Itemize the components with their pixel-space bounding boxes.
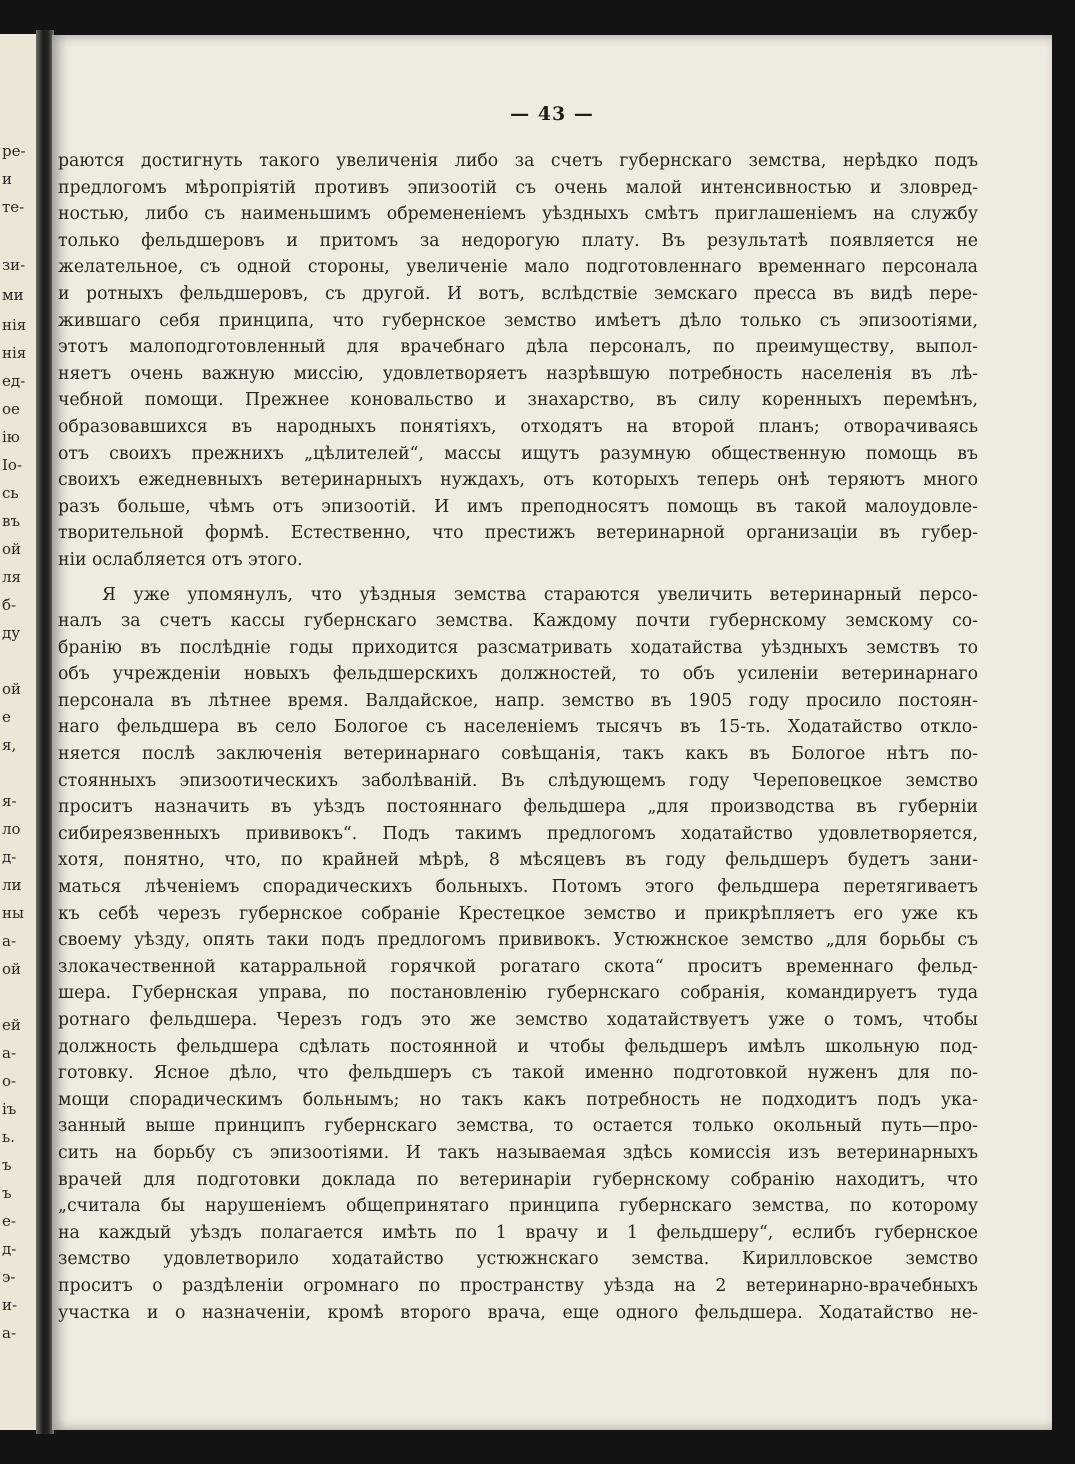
adjacent-page-fragment: ре- xyxy=(2,142,26,160)
adjacent-page-fragment: ей xyxy=(2,1016,21,1034)
text-line: предлогомъ мѣропріятій противъ эпизоотій съ очень малой интенсивностью и зловред- xyxy=(58,177,978,198)
adjacent-page-fragment: ны xyxy=(2,904,24,922)
text-line: чебной помощи. Прежнее коновальство и знахарство, въ силу коренныхъ перемѣнъ, xyxy=(58,390,978,411)
text-line: Я уже упомянулъ, что уѣздныя земства стараются увеличить ветеринарный персо- xyxy=(102,584,978,605)
adjacent-page-fragment: ъ xyxy=(2,1156,12,1174)
text-line: шера. Губернская управа, по постановленію губернскаго собранія, командируетъ туда xyxy=(58,983,978,1004)
adjacent-page-fragment: я- xyxy=(2,792,17,810)
text-line: проситъ назначить въ уѣздъ постояннаго фельдшера „для производства въ губерніи xyxy=(58,797,978,818)
text-line: земство удовлетворило ходатайство устюжнскаго земства. Кирилловское земство xyxy=(58,1249,978,1270)
adjacent-page-fragment: и- xyxy=(2,1296,18,1314)
text-line: этотъ малоподготовленный для врачебнаго дѣла персоналъ, по преимуществу, выпол- xyxy=(58,337,978,358)
text-line: хотя, понятно, что, по крайней мѣрѣ, 8 мѣсяцевъ въ году фельдшеръ будетъ зани- xyxy=(58,850,978,871)
text-line: сить на борьбу съ эпизоотіями. И такъ называемая здѣсь комиссія изъ ветеринарныхъ xyxy=(58,1142,978,1163)
adjacent-page-fragment: въ xyxy=(2,512,20,530)
text-line: няетъ очень важную миссію, удовлетворяетъ назрѣвшую потребность населенія въ лѣ- xyxy=(58,363,978,384)
adjacent-page-fragment: б- xyxy=(2,596,17,614)
page-body-text xyxy=(58,148,978,1326)
adjacent-page-fragment: а- xyxy=(2,932,17,950)
text-line: разъ больше, чѣмъ отъ эпизоотій. И имъ преподносятъ помощь въ такой малоудовле- xyxy=(58,496,978,517)
adjacent-page-edge xyxy=(0,34,40,1430)
text-line: персонала въ лѣтнее время. Валдайское, напр. земство въ 1905 году просило постоян- xyxy=(58,690,978,711)
text-line: стоянныхъ эпизоотическихъ заболѣваній. Въ слѣдующемъ году Череповецкое земство xyxy=(58,770,978,791)
adjacent-page-fragment: д- xyxy=(2,848,17,866)
text-line: мощи спорадическимъ больнымъ; но такъ какъ потребность не подходитъ подъ ука- xyxy=(58,1089,978,1110)
text-line: ніи ослабляется отъ этого. xyxy=(58,549,303,570)
adjacent-page-fragment: ли xyxy=(2,876,22,894)
text-line: проситъ о раздѣленіи огромнаго по пространству уѣзда на 2 ветеринарно-врачебныхъ xyxy=(58,1275,978,1296)
text-line: отъ своихъ прежнихъ „цѣлителей“, массы ищутъ разумную общественную помощь въ xyxy=(58,443,978,464)
text-line: на каждый уѣздъ полагается имѣть по 1 врачу и 1 фельдшеру“, еслибъ губернское xyxy=(58,1222,978,1243)
text-line: „считала бы нарушеніемъ общепринятаго принципа губернскаго земства, по которому xyxy=(58,1196,978,1217)
text-line: раются достигнуть такого увеличенія либо за счетъ губернскаго земства, нерѣдко подъ xyxy=(58,151,978,171)
adjacent-page-fragment: ми xyxy=(2,286,24,304)
adjacent-page-fragment: е xyxy=(2,708,11,726)
adjacent-page-fragment: іъ xyxy=(2,1100,17,1118)
text-line: своему уѣзду, опять таки подъ предлогомъ прививокъ. Устюжнское земство „для борьбы съ xyxy=(58,930,978,951)
paragraph xyxy=(58,148,978,574)
book-page xyxy=(52,35,1052,1430)
adjacent-page-fragment: нія xyxy=(2,316,27,334)
text-line: сибиреязвенныхъ прививокъ“. Подъ такимъ предлогомъ ходатайство удовлетворяется, xyxy=(58,823,978,844)
text-line: злокачественной катарральной горячкой рогатаго скота“ проситъ временнаго фельд- xyxy=(58,956,978,977)
text-line: своихъ ежедневныхъ ветеринарныхъ нуждахъ, отъ которыхъ теперь онѣ теряютъ много xyxy=(58,470,978,491)
text-line: бранію въ послѣдніе годы приходится разсматривать ходатайства уѣздныхъ земствъ то xyxy=(58,637,978,658)
adjacent-page-fragment: ое xyxy=(2,400,20,418)
adjacent-page-fragment: сь xyxy=(2,484,19,502)
adjacent-page-fragment: я, xyxy=(2,736,17,754)
text-line: маться лѣченіемъ спорадическихъ больныхъ. Потомъ этого фельдшера перетягиваетъ xyxy=(58,877,978,898)
adjacent-page-fragment: ду xyxy=(2,624,21,642)
adjacent-page-fragment: о- xyxy=(2,1072,17,1090)
adjacent-page-fragment: нія xyxy=(2,344,27,362)
text-line: объ учрежденіи новыхъ фельдшерскихъ должностей, то объ усиленіи ветеринарнаго xyxy=(58,664,978,685)
adjacent-page-fragment: э- xyxy=(2,1268,16,1286)
text-line: готовку. Ясное дѣло, что фельдшеръ съ такой именно подготовкой нуженъ для по- xyxy=(58,1063,978,1084)
text-line: и ротныхъ фельдшеровъ, съ другой. И вотъ, вслѣдствіе земскаго пресса въ видѣ пере- xyxy=(58,283,978,304)
adjacent-page-fragment: ъ xyxy=(2,1184,12,1202)
text-line: наго фельдшера въ село Бологое съ населеніемъ тысячъ въ 15-ть. Ходатайство откло- xyxy=(58,717,978,738)
text-line: желательное, съ одной стороны, увеличеніе мало подготовленнаго временнаго персонала xyxy=(58,257,978,278)
text-line: образовавшихся въ народныхъ понятіяхъ, отходятъ на второй планъ; отворачиваясь xyxy=(58,416,978,437)
adjacent-page-fragment: ля xyxy=(2,568,21,586)
adjacent-page-fragment: ію xyxy=(2,428,20,446)
text-line: ностью, либо съ наименьшимъ обремененіемъ уѣздныхъ смѣтъ приглашеніемъ на службу xyxy=(58,204,978,225)
text-line: врачей для подготовки доклада по ветеринаріи губернскому собранію находитъ, что xyxy=(58,1169,978,1190)
adjacent-page-fragment: а- xyxy=(2,1324,17,1342)
adjacent-page-fragment: д- xyxy=(2,1240,17,1258)
adjacent-page-fragment: ой xyxy=(2,680,22,698)
adjacent-page-fragment: те- xyxy=(2,198,25,216)
adjacent-page-fragment: ед- xyxy=(2,372,26,390)
text-line: занный выше принципъ губернскаго земства, то остается только окольный путь—про- xyxy=(58,1116,978,1137)
text-line: жившаго себя принципа, что губернское земство имѣетъ дѣло только съ эпизоотіями, xyxy=(58,310,978,331)
paragraph xyxy=(58,582,978,1327)
page-number: — 43 — xyxy=(510,103,594,125)
adjacent-page-fragment: ой xyxy=(2,540,22,558)
text-line: должность фельдшера сдѣлать постоянной и чтобы фельдшеръ имѣлъ школьную под- xyxy=(58,1036,978,1057)
text-line: творительной формѣ. Естественно, что престижъ ветеринарной организаціи въ губер- xyxy=(58,523,978,544)
text-line: только фельдшеровъ и притомъ за недорогую плату. Въ результатѣ появляется не xyxy=(58,230,978,251)
adjacent-page-fragment: и xyxy=(2,170,12,188)
adjacent-page-fragment: ой xyxy=(2,960,22,978)
adjacent-page-fragment: зи- xyxy=(2,256,26,274)
text-line: къ себѣ черезъ губернское собраніе Крестецкое земство и прикрѣпляетъ его уже къ xyxy=(58,903,978,924)
text-line: ротнаго фельдшера. Черезъ годъ это же земство ходатайствуетъ уже о томъ, чтобы xyxy=(58,1010,978,1030)
text-line: налъ за счетъ кассы губернскаго земства. Каждому почти губернскому земскому со- xyxy=(58,611,978,632)
text-line: участка и о назначеніи, кромѣ второго врача, еще одного фельдшера. Ходатайство не- xyxy=(58,1302,978,1323)
adjacent-page-fragment: а- xyxy=(2,1044,17,1062)
paragraph-gap xyxy=(58,574,978,582)
adjacent-page-fragment: ь. xyxy=(2,1128,15,1146)
adjacent-page-fragment: е- xyxy=(2,1212,16,1230)
adjacent-page-fragment: Іо- xyxy=(2,456,23,474)
adjacent-page-fragment: ло xyxy=(2,820,21,838)
text-line: няется послѣ заключенія ветеринарнаго совѣщанія, такъ какъ въ Бологое нѣтъ по- xyxy=(58,744,978,765)
